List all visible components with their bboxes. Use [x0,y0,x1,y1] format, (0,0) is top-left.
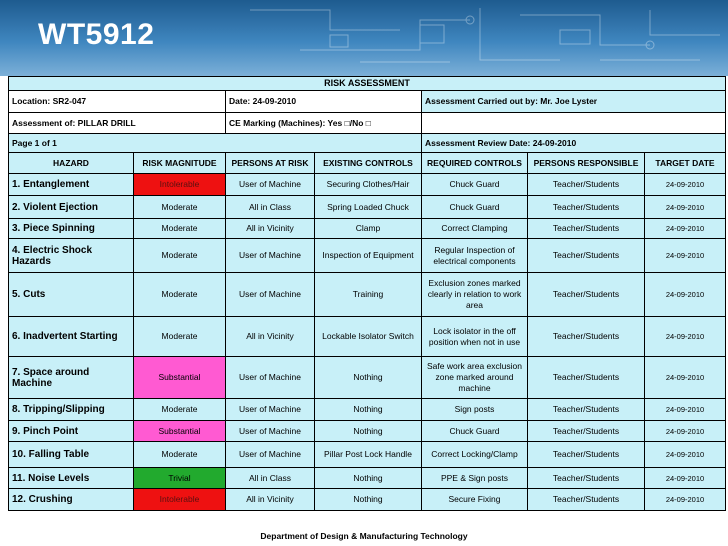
blank-cell [422,113,726,134]
hazard-cell: 9. Pinch Point [9,421,134,442]
persons-responsible-cell: Teacher/Students [528,196,645,219]
persons-at-risk-cell: User of Machine [226,421,315,442]
table-row [9,317,726,357]
table-row [9,219,726,239]
target-date-cell: 24-09-2010 [645,489,726,511]
table-row [9,273,726,317]
risk-magnitude-cell: Intolerable [134,489,226,511]
col-persons-at-risk: PERSONS AT RISK [226,153,315,174]
existing-controls-cell: Securing Clothes/Hair [315,174,422,196]
col-hazard: HAZARD [9,153,134,174]
risk-magnitude-cell: Trivial [134,468,226,489]
assessment-date: Date: 24-09-2010 [226,91,422,113]
header-banner [0,0,728,76]
persons-responsible-cell: Teacher/Students [528,357,645,399]
table-row [9,489,726,511]
required-controls-cell: Secure Fixing [422,489,528,511]
hazard-cell: 4. Electric Shock Hazards [9,239,134,273]
persons-responsible-cell: Teacher/Students [528,273,645,317]
col-target-date: TARGET DATE [645,153,726,174]
hazard-cell: 12. Crushing [9,489,134,511]
existing-controls-cell: Spring Loaded Chuck [315,196,422,219]
existing-controls-cell: Pillar Post Lock Handle [315,442,422,468]
persons-responsible-cell: Teacher/Students [528,421,645,442]
hazard-cell: 2. Violent Ejection [9,196,134,219]
required-controls-cell: Safe work area exclusion zone marked around machine [422,357,528,399]
location: Location: SR2-047 [9,91,226,113]
required-controls-cell: Sign posts [422,399,528,421]
required-controls-cell: Exclusion zones marked clearly in relation to work area [422,273,528,317]
hazard-cell: 5. Cuts [9,273,134,317]
hazard-cell: 11. Noise Levels [9,468,134,489]
hazard-cell: 6. Inadvertent Starting [9,317,134,357]
table-row [9,442,726,468]
document-code: WT5912 [38,18,155,51]
review-date: Assessment Review Date: 24-09-2010 [422,134,726,153]
risk-magnitude-cell: Moderate [134,442,226,468]
target-date-cell: 24-09-2010 [645,317,726,357]
target-date-cell: 24-09-2010 [645,442,726,468]
required-controls-cell: Chuck Guard [422,421,528,442]
target-date-cell: 24-09-2010 [645,357,726,399]
hazard-cell: 3. Piece Spinning [9,219,134,239]
table-row [9,174,726,196]
target-date-cell: 24-09-2010 [645,421,726,442]
required-controls-cell: PPE & Sign posts [422,468,528,489]
existing-controls-cell: Lockable Isolator Switch [315,317,422,357]
table-row [9,196,726,219]
existing-controls-cell: Nothing [315,399,422,421]
existing-controls-cell: Nothing [315,357,422,399]
table-row [9,468,726,489]
persons-responsible-cell: Teacher/Students [528,399,645,421]
hazard-cell: 1. Entanglement [9,174,134,196]
persons-responsible-cell: Teacher/Students [528,219,645,239]
existing-controls-cell: Nothing [315,468,422,489]
persons-responsible-cell: Teacher/Students [528,468,645,489]
col-persons-responsible: PERSONS RESPONSIBLE [528,153,645,174]
required-controls-cell: Regular Inspection of electrical components [422,239,528,273]
persons-responsible-cell: Teacher/Students [528,239,645,273]
risk-magnitude-cell: Substantial [134,357,226,399]
target-date-cell: 24-09-2010 [645,219,726,239]
required-controls-cell: Lock isolator in the off position when not in use [422,317,528,357]
existing-controls-cell: Clamp [315,219,422,239]
existing-controls-cell: Nothing [315,489,422,511]
persons-at-risk-cell: All in Class [226,468,315,489]
risk-magnitude-cell: Moderate [134,196,226,219]
target-date-cell: 24-09-2010 [645,239,726,273]
persons-at-risk-cell: User of Machine [226,357,315,399]
persons-at-risk-cell: User of Machine [226,399,315,421]
persons-responsible-cell: Teacher/Students [528,174,645,196]
persons-at-risk-cell: User of Machine [226,273,315,317]
risk-magnitude-cell: Moderate [134,219,226,239]
persons-at-risk-cell: User of Machine [226,442,315,468]
page-number: Page 1 of 1 [9,134,422,153]
persons-responsible-cell: Teacher/Students [528,489,645,511]
target-date-cell: 24-09-2010 [645,196,726,219]
existing-controls-cell: Inspection of Equipment [315,239,422,273]
required-controls-cell: Correct Locking/Clamp [422,442,528,468]
risk-magnitude-cell: Substantial [134,421,226,442]
ce-marking: CE Marking (Machines): Yes □/No □ [226,113,422,134]
target-date-cell: 24-09-2010 [645,468,726,489]
risk-magnitude-cell: Moderate [134,239,226,273]
col-risk-magnitude: RISK MAGNITUDE [134,153,226,174]
required-controls-cell: Correct Clamping [422,219,528,239]
target-date-cell: 24-09-2010 [645,273,726,317]
footer-department: Department of Design & Manufacturing Technology [260,531,468,541]
persons-at-risk-cell: All in Class [226,196,315,219]
assessment-of: Assessment of: PILLAR DRILL [9,113,226,134]
existing-controls-cell: Nothing [315,421,422,442]
table-row [9,399,726,421]
target-date-cell: 24-09-2010 [645,174,726,196]
persons-at-risk-cell: User of Machine [226,239,315,273]
persons-responsible-cell: Teacher/Students [528,317,645,357]
required-controls-cell: Chuck Guard [422,174,528,196]
column-header-row [9,153,726,174]
persons-responsible-cell: Teacher/Students [528,442,645,468]
risk-magnitude-cell: Moderate [134,399,226,421]
table-row [9,357,726,399]
hazard-cell: 7. Space around Machine [9,357,134,399]
table-row [9,239,726,273]
persons-at-risk-cell: All in Vicinity [226,317,315,357]
form-title: RISK ASSESSMENT [9,77,726,91]
persons-at-risk-cell: All in Vicinity [226,219,315,239]
persons-at-risk-cell: User of Machine [226,174,315,196]
risk-magnitude-cell: Moderate [134,273,226,317]
col-existing-controls: EXISTING CONTROLS [315,153,422,174]
col-required-controls: REQUIRED CONTROLS [422,153,528,174]
persons-at-risk-cell: All in Vicinity [226,489,315,511]
assessor: Assessment Carried out by: Mr. Joe Lyster [422,91,726,113]
hazard-cell: 10. Falling Table [9,442,134,468]
risk-assessment-table [8,76,726,511]
risk-magnitude-cell: Intolerable [134,174,226,196]
existing-controls-cell: Training [315,273,422,317]
table-row [9,421,726,442]
hazard-cell: 8. Tripping/Slipping [9,399,134,421]
target-date-cell: 24-09-2010 [645,399,726,421]
risk-magnitude-cell: Moderate [134,317,226,357]
required-controls-cell: Chuck Guard [422,196,528,219]
